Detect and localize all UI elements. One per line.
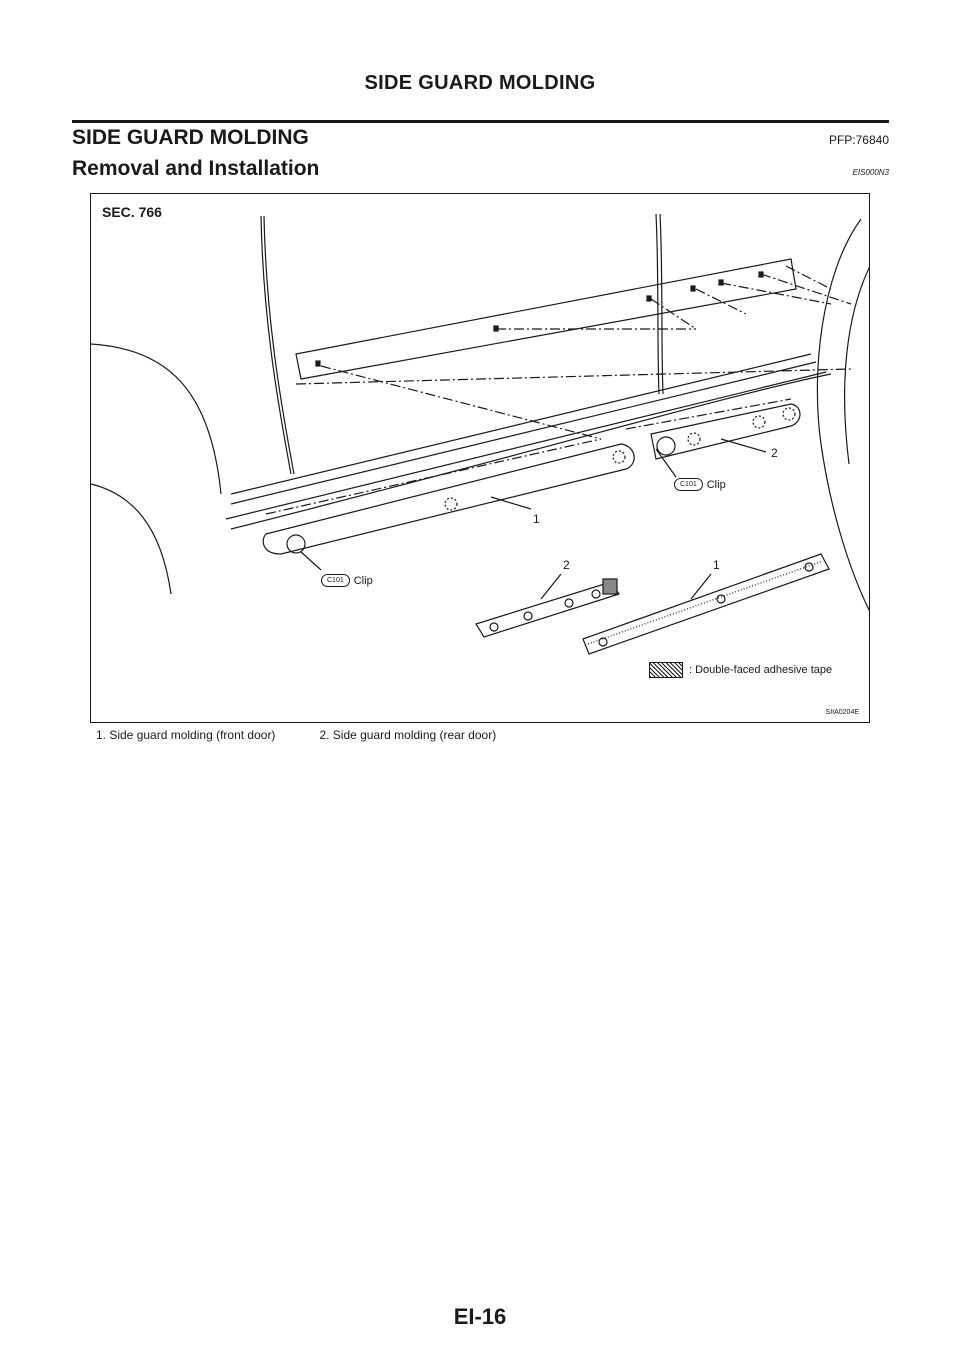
upper-clip-mark [316, 361, 320, 366]
rear-arch-inner [845, 264, 870, 464]
leader-1-upper [491, 497, 531, 509]
clip-label-text: Clip [706, 478, 726, 491]
upper-clip-mark [719, 280, 723, 285]
clip-symbol-badge: C101 [321, 574, 350, 587]
callout-front-molding: 1 [533, 512, 540, 526]
upper-clip-mark [647, 296, 651, 301]
reverse-clip-hole [490, 623, 498, 631]
clip-leader-rear [656, 449, 676, 477]
caption-item: 2. Side guard molding (rear door) [319, 728, 497, 742]
front-wheel-arch [91, 344, 221, 494]
caption-item: 1. Side guard molding (front door) [96, 728, 276, 742]
page-number: EI-16 [453, 1304, 507, 1329]
leader-1-lower [691, 574, 711, 599]
legend-text: : Double-faced adhesive tape [689, 664, 833, 676]
adhesive-tape-line [588, 561, 823, 644]
molding-diagram [90, 193, 870, 723]
rear-molding-end [657, 437, 675, 455]
reverse-clip-hole [717, 595, 725, 603]
leader-2-upper [721, 439, 766, 452]
header-rule [72, 120, 889, 123]
part-code: PFP:76840 [828, 133, 889, 147]
rear-molding-clip [753, 416, 765, 428]
front-door-seam-2 [264, 216, 294, 474]
clip-symbol-badge: C101 [674, 478, 703, 491]
leader-2-lower [541, 574, 561, 599]
sill-line-1 [231, 354, 811, 494]
sill-line-3 [226, 372, 826, 519]
sill-line-4 [231, 374, 831, 529]
callout-front-molding-reverse: 1 [713, 558, 720, 572]
reference-code: EIS000N3 [852, 168, 889, 177]
rear-wheel-arch [817, 219, 870, 614]
front-molding-reverse [583, 554, 829, 654]
figure-id: SIIA0204E [825, 709, 859, 716]
upper-clip-mark [691, 286, 695, 291]
clip-label-front [321, 574, 373, 587]
diagram-drawing [91, 194, 870, 723]
rear-molding-clip [688, 433, 700, 445]
subsection-title: Removal and Installation [72, 157, 320, 180]
section-number-label: SEC. 766 [102, 204, 162, 220]
clip-label-rear [674, 478, 726, 491]
legend [649, 662, 832, 678]
rear-door-seam-2 [660, 214, 663, 394]
section-title: SIDE GUARD MOLDING [72, 126, 309, 149]
reverse-clip-hole [565, 599, 573, 607]
adhesive-tape-swatch [649, 662, 683, 678]
clip-leader-front [301, 552, 321, 570]
front-tire-edge [91, 484, 171, 594]
callout-rear-molding-reverse: 2 [563, 558, 570, 572]
front-molding-clip [613, 451, 625, 463]
reverse-clip-hole [592, 590, 600, 598]
figure-captions [96, 728, 496, 742]
callout-rear-molding: 2 [771, 446, 778, 460]
front-molding-clip [445, 498, 457, 510]
running-header: SIDE GUARD MOLDING [364, 72, 596, 94]
rear-molding-clip [783, 408, 795, 420]
reverse-clip-hole [524, 612, 532, 620]
clip-label-text: Clip [353, 574, 373, 587]
upper-molding-strip [296, 259, 796, 379]
adhesive-tape-patch [603, 579, 617, 594]
